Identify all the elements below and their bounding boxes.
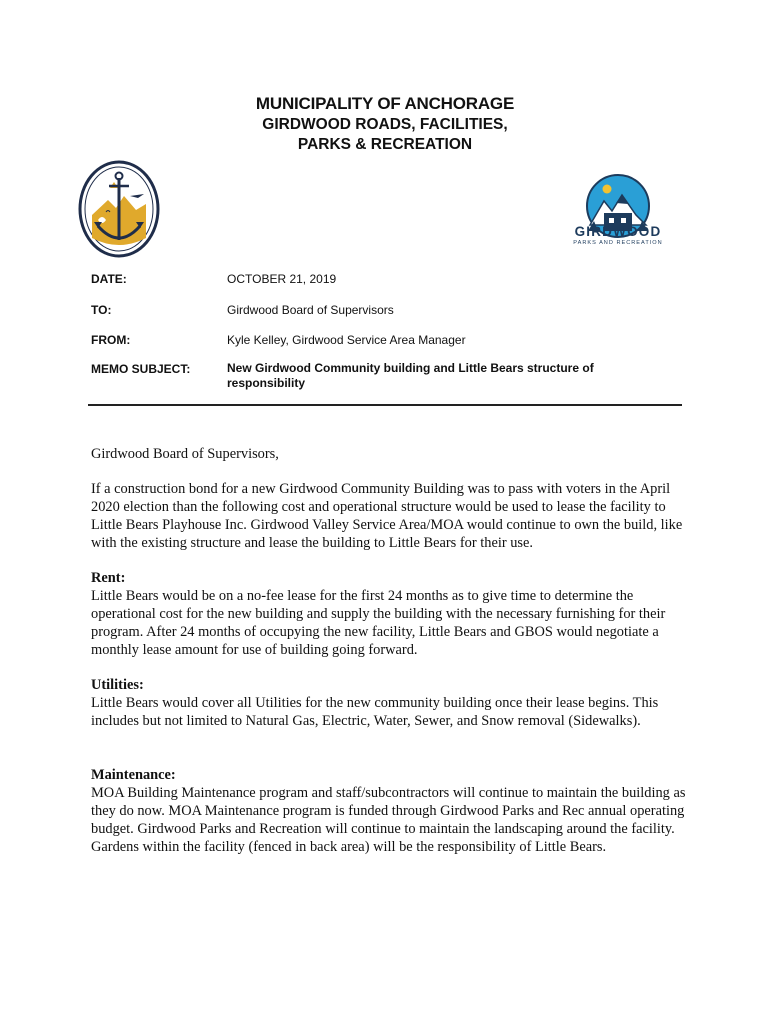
intro-paragraph xyxy=(91,480,691,552)
date-label: DATE: xyxy=(91,272,127,286)
maintenance-section xyxy=(91,766,691,856)
department-title-line1: GIRDWOOD ROADS, FACILITIES, xyxy=(262,116,508,133)
header-divider xyxy=(88,404,682,406)
maintenance-heading: Maintenance: xyxy=(91,767,176,783)
department-title-line2: PARKS & RECREATION xyxy=(297,136,473,153)
rent-section xyxy=(91,569,691,659)
logo-wordmark: GIRDWOOD xyxy=(574,224,662,239)
subject-label: MEMO SUBJECT: xyxy=(91,362,191,376)
to-value: Girdwood Board of Supervisors xyxy=(227,303,394,317)
from-label: FROM: xyxy=(91,333,131,347)
rent-heading: Rent: xyxy=(91,570,126,586)
to-label: TO: xyxy=(91,303,112,317)
municipality-title: MUNICIPALITY OF ANCHORAGE xyxy=(255,94,515,113)
date-value: OCTOBER 21, 2019 xyxy=(227,272,337,286)
salutation: Girdwood Board of Supervisors, xyxy=(91,446,279,462)
intro-text: If a construction bond for a new Girdwood Community Building was to pass with voters in the April 2020 election than the following cost and operational structure would be used to lease the facility to Little Bears Playhouse Inc. Girdwood Valley Service Area/MOA would continue to own the build, like with the existing structure and lease the building to Little Bears for their use. xyxy=(91,481,683,551)
from-value: Kyle Kelley, Girdwood Service Area Manager xyxy=(227,333,466,347)
utilities-section xyxy=(91,676,691,730)
rent-text: Little Bears would be on a no-fee lease for the first 24 months as to give time to determine the operational cost for the new building and supply the building with the necessary furnishing for their program. After 24 months of occupying the new facility, Little Bears and GBOS would negotiate a monthly lease amount for use of building going forward. xyxy=(91,588,666,658)
subject-value: New Girdwood Community building and Little Bears structure of responsibility xyxy=(227,361,594,390)
maintenance-text: MOA Building Maintenance program and staff/subcontractors will continue to maintain the building as they do now. MOA Maintenance program is funded through Girdwood Parks and Rec annual operating budget. Girdwood Parks and Recreation will continue to maintain the landscaping around the facility. Gardens within the facility (fenced in back area) will be the responsibility of Little Bears. xyxy=(91,785,686,855)
anchorage-seal-icon xyxy=(78,160,160,258)
utilities-heading: Utilities: xyxy=(91,677,144,693)
utilities-text: Little Bears would cover all Utilities for the new community building once their lease begins. This includes but not limited to Natural Gas, Electric, Water, Sewer, and Snow removal (Sidewalks). xyxy=(91,695,659,729)
logo-subtitle: PARKS AND RECREATION xyxy=(573,240,663,246)
